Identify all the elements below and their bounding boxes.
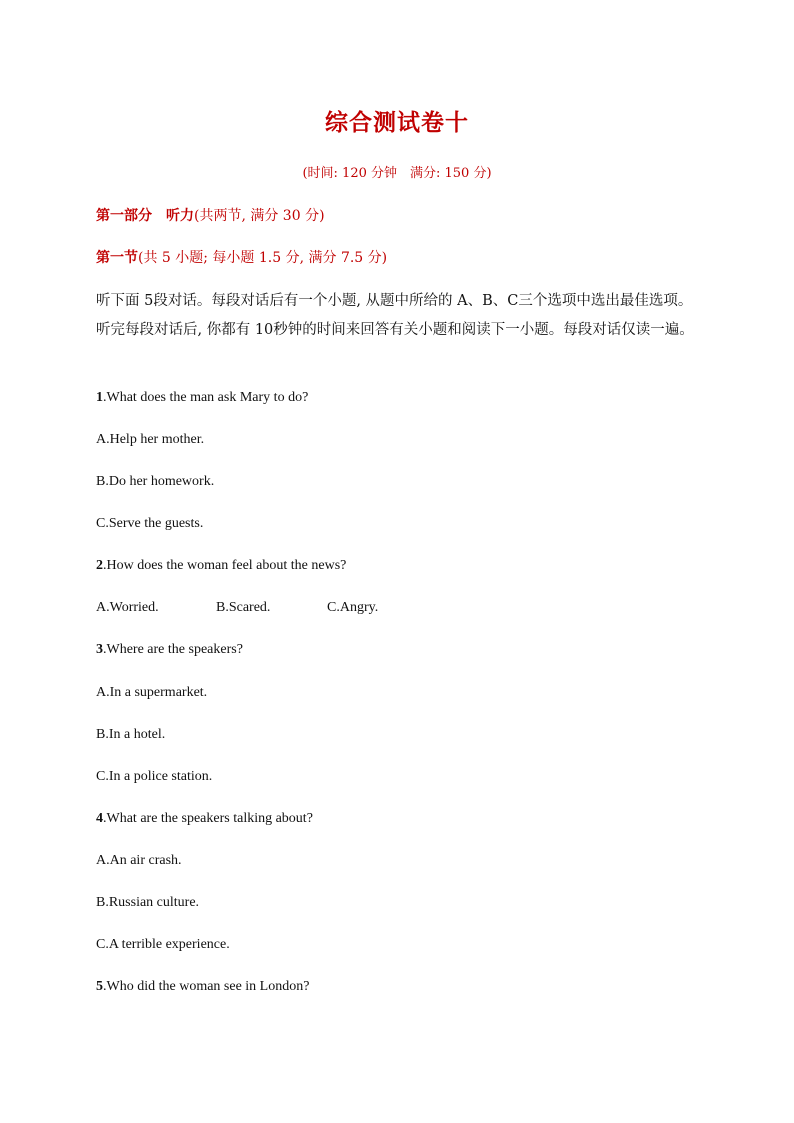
question-4: [96, 811, 313, 827]
question-number: 1: [96, 390, 103, 405]
question-1: [96, 390, 308, 406]
q4-option-c: C.A terrible experience.: [96, 937, 230, 952]
question-text: .Who did the woman see in London?: [103, 979, 310, 994]
part-heading-label: 第一部分 听力: [96, 208, 194, 224]
q4-option-a: A.An air crash.: [96, 853, 182, 868]
question-2: [96, 558, 346, 574]
q3-option-c: C.In a police station.: [96, 769, 213, 784]
q1-option-b: B.Do her homework.: [96, 474, 215, 489]
listening-instructions: 听下面 5段对话。每段对话后有一个小题, 从题中所给的 A、B、C三个选项中选出最佳选项。听完每段对话后, 你都有 10秒钟的时间来回答有关小题和阅读下一小题。每段对话仅读一遍。: [96, 293, 694, 338]
question-text: .What does the man ask Mary to do?: [103, 390, 309, 405]
q3-option-a: A.In a supermarket.: [96, 685, 208, 700]
question-text: .Where are the speakers?: [103, 642, 243, 657]
question-5: [96, 979, 309, 995]
section-heading-label: 第一节: [96, 250, 138, 266]
part-heading: [96, 205, 325, 225]
question-number: 5: [96, 979, 103, 994]
q3-option-b: B.In a hotel.: [96, 727, 166, 742]
q2-option-b: B.Scared.: [216, 600, 271, 615]
q1-option-a: A.Help her mother.: [96, 432, 205, 447]
q2-option-a: A.Worried.: [96, 600, 159, 615]
section-heading: [96, 247, 387, 267]
section-heading-note: (共 5 小题; 每小题 1.5 分, 满分 7.5 分): [138, 250, 388, 266]
question-number: 4: [96, 811, 103, 826]
q2-options: [96, 600, 496, 620]
page-subtitle: (时间: 120 分钟 满分: 150 分): [302, 166, 492, 181]
q1-option-c: C.Serve the guests.: [96, 516, 204, 531]
q2-option-c: C.Angry.: [327, 600, 379, 615]
question-number: 2: [96, 558, 103, 573]
question-3: [96, 642, 243, 658]
part-heading-note: (共两节, 满分 30 分): [194, 208, 325, 224]
question-text: .What are the speakers talking about?: [103, 811, 313, 826]
page-title: 综合测试卷十: [325, 109, 469, 136]
question-text: .How does the woman feel about the news?: [103, 558, 347, 573]
question-number: 3: [96, 642, 103, 657]
q4-option-b: B.Russian culture.: [96, 895, 200, 910]
